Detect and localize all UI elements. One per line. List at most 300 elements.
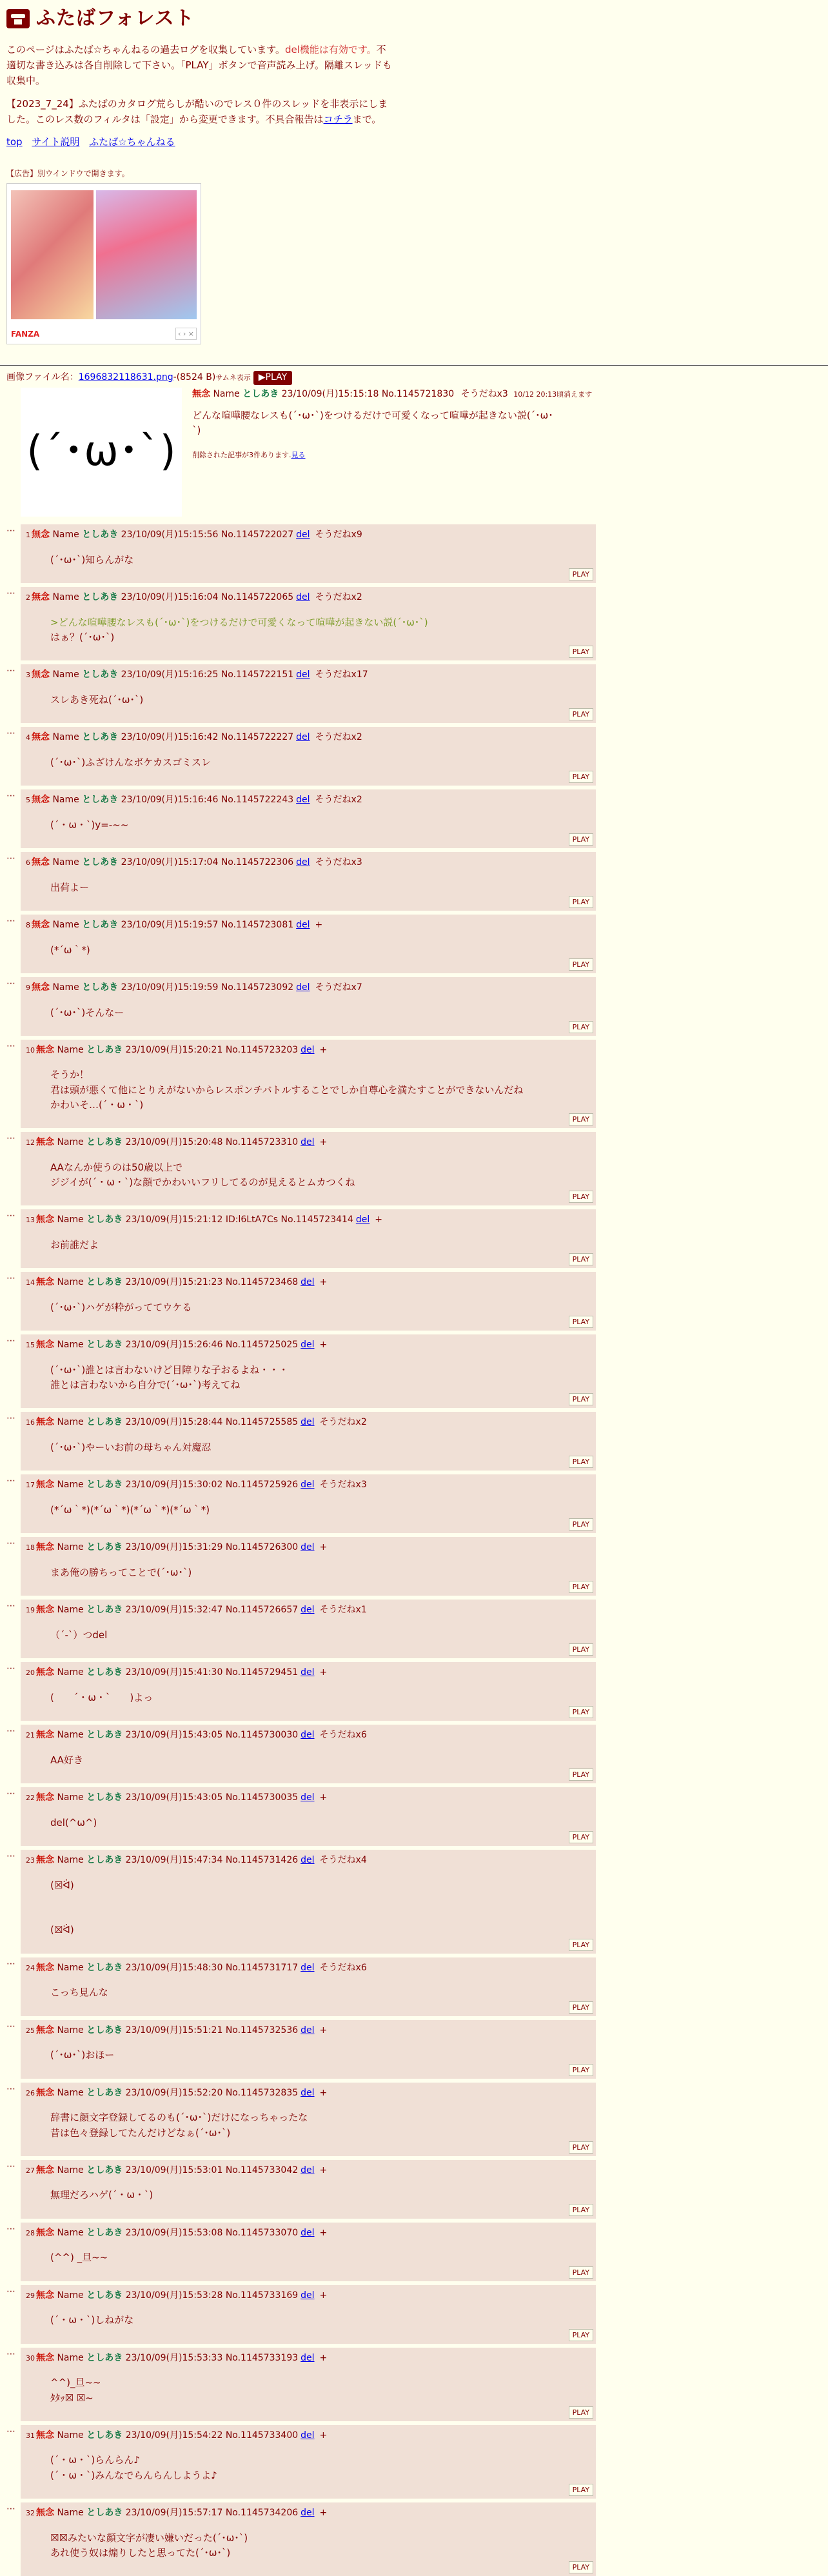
reply-name: としあき xyxy=(86,1962,123,1973)
reply-date: 23/10/09(月)15:52:20 xyxy=(125,2087,223,2098)
op-date: 23/10/09(月)15:15:18 xyxy=(281,389,379,400)
del-link[interactable]: del xyxy=(296,919,310,930)
reply-number[interactable]: No.1145725926 xyxy=(225,1480,299,1491)
reply-header xyxy=(26,1136,596,1150)
soudane-button[interactable]: そうだねx4 xyxy=(319,1855,367,1866)
reply-menu-icon[interactable]: ⋯ xyxy=(6,1336,15,1347)
reply-number[interactable]: No.1145733070 xyxy=(225,2227,299,2238)
reply-number[interactable]: No.1145722065 xyxy=(221,591,294,602)
reply-header xyxy=(26,1603,596,1618)
soudane-button[interactable]: + xyxy=(319,1792,328,1803)
soudane-button[interactable]: そうだねx3 xyxy=(315,857,362,867)
play-button[interactable]: PLAY xyxy=(569,771,593,783)
reply-subject: 無念 xyxy=(36,1214,54,1225)
reply-name-label: Name xyxy=(57,2290,84,2301)
soudane-button[interactable]: そうだねx2 xyxy=(319,1417,367,1428)
play-button[interactable]: PLAY xyxy=(569,1456,593,1468)
reply-row xyxy=(6,2348,822,2421)
reply-index: 27 xyxy=(26,2166,35,2175)
reply-number[interactable]: No.1145722243 xyxy=(221,795,294,806)
reply-box xyxy=(21,1412,596,1471)
reply-text: (*´ω｀*) xyxy=(50,944,90,956)
soudane-button[interactable]: + xyxy=(319,1044,328,1055)
play-button[interactable]: PLAY xyxy=(569,1021,593,1033)
del-link[interactable]: del xyxy=(301,1340,315,1351)
soudane-button[interactable]: そうだねx7 xyxy=(315,982,362,993)
reply-index: 8 xyxy=(26,920,30,929)
reply-number[interactable]: No.1145731426 xyxy=(225,1855,299,1866)
reply-name: としあき xyxy=(82,669,119,680)
reply-subject: 無念 xyxy=(36,1792,54,1803)
reply-subject: 無念 xyxy=(32,919,50,930)
del-link[interactable]: del xyxy=(301,2227,315,2238)
soudane-button[interactable]: + xyxy=(319,1667,328,1678)
reply-index: 22 xyxy=(26,1794,35,1803)
nav-futaba-link[interactable]: ふたば☆ちゃんねる xyxy=(89,135,175,148)
site-logo-icon[interactable] xyxy=(6,9,30,28)
reply-index: 6 xyxy=(26,858,30,867)
reply-text: ( ´・ω・` )よっ xyxy=(50,1691,153,1703)
reply-header xyxy=(26,2506,596,2521)
reply-body xyxy=(50,615,596,646)
reply-menu-icon[interactable]: ⋯ xyxy=(6,2286,15,2297)
reply-subject: 無念 xyxy=(36,1730,54,1741)
nav-top-link[interactable]: top xyxy=(6,135,23,148)
reply-box xyxy=(21,789,596,848)
reply-number[interactable]: No.1145732835 xyxy=(225,2087,299,2098)
soudane-button[interactable]: そうだねx9 xyxy=(315,530,362,540)
soudane-button[interactable]: + xyxy=(319,2352,328,2363)
reply-body xyxy=(50,1300,596,1315)
reply-subject: 無念 xyxy=(36,1480,54,1491)
reply-row xyxy=(6,2160,822,2219)
reply-body xyxy=(50,693,596,708)
reply-text: AAなんか使うのは50歳以上で ジジイが(´・ω・`)な顔でかわいいフリしてるのが見えるとムカつくね xyxy=(50,1161,355,1189)
notice-part-a: 【2023_7_24】ふたばのカタログ荒らしが酷いのでレス０件のスレッドを非表示にしました。このレス数のフィルタは「設定」から変更できます。不具合報告は xyxy=(6,97,388,125)
reply-row xyxy=(6,2083,822,2156)
reply-menu-icon[interactable]: ⋯ xyxy=(6,1851,15,1862)
reply-menu-icon[interactable]: ⋯ xyxy=(6,2503,15,2514)
play-button[interactable]: PLAY xyxy=(569,1316,593,1328)
reply-date: 23/10/09(月)15:16:25 xyxy=(121,669,219,680)
soudane-button[interactable]: + xyxy=(319,2025,328,2036)
play-button[interactable]: PLAY xyxy=(569,1253,593,1265)
reply-header xyxy=(26,1213,596,1227)
reply-subject: 無念 xyxy=(36,1542,54,1553)
play-button[interactable]: PLAY xyxy=(569,833,593,846)
soudane-button[interactable]: そうだねx2 xyxy=(315,591,362,602)
reply-date: 23/10/09(月)15:47:34 xyxy=(125,1855,223,1866)
reply-name: としあき xyxy=(82,732,119,743)
reply-number[interactable]: No.1145726657 xyxy=(225,1605,299,1616)
reply-number[interactable]: No.1145734206 xyxy=(225,2507,299,2518)
soudane-button[interactable]: そうだねx6 xyxy=(319,1730,367,1741)
reply-number[interactable]: No.1145730035 xyxy=(225,1792,299,1803)
reply-name: としあき xyxy=(86,1730,123,1741)
del-link[interactable]: del xyxy=(296,591,310,602)
reply-date: 23/10/09(月)15:28:44 xyxy=(125,1417,223,1428)
reply-menu-icon[interactable]: ⋯ xyxy=(6,1726,15,1737)
reply-header xyxy=(26,1961,596,1976)
reply-date: 23/10/09(月)15:54:22 xyxy=(125,2430,223,2441)
reply-text: (´･ω･`)やーいお前の母ちゃん対魔忍 xyxy=(50,1442,212,1454)
play-button[interactable]: PLAY xyxy=(569,2484,593,2496)
del-link[interactable]: del xyxy=(296,857,310,867)
reply-menu-icon[interactable]: ⋯ xyxy=(6,2161,15,2172)
play-button[interactable]: PLAY xyxy=(569,1831,593,1843)
reply-menu-icon[interactable]: ⋯ xyxy=(6,2426,15,2437)
reply-body xyxy=(50,943,596,958)
reply-name-label: Name xyxy=(57,1044,84,1055)
reply-number[interactable]: No.1145729451 xyxy=(225,1667,299,1678)
reply-number[interactable]: No.1145733042 xyxy=(225,2165,299,2175)
reply-date: 23/10/09(月)15:30:02 xyxy=(125,1480,223,1491)
del-link[interactable]: del xyxy=(301,2025,315,2036)
soudane-button[interactable]: + xyxy=(319,2430,328,2441)
reply-number[interactable]: No.1145733169 xyxy=(225,2290,299,2301)
reply-row xyxy=(6,2502,822,2576)
reply-text: (´･ω･`)知らんがな xyxy=(50,553,134,566)
reply-name-label: Name xyxy=(57,1277,84,1288)
reply-date: 23/10/09(月)15:16:42 xyxy=(121,732,219,743)
del-link[interactable]: del xyxy=(301,1480,315,1491)
reply-box xyxy=(21,727,596,786)
play-button[interactable]: PLAY xyxy=(569,2001,593,2014)
del-link[interactable]: del xyxy=(301,1542,315,1553)
reply-box xyxy=(21,1132,596,1205)
reply-text: 辞書に顔文字登録してるのも(´･ω･`)だけになっちゃったな 昔は色々登録してたんだけどなぁ(´･ω･`) xyxy=(50,2112,308,2139)
reply-name-label: Name xyxy=(57,1855,84,1866)
soudane-button[interactable]: そうだねx1 xyxy=(319,1605,367,1616)
reply-date: 23/10/09(月)15:51:21 xyxy=(125,2025,223,2036)
reply-date: 23/10/09(月)15:53:08 xyxy=(125,2227,223,2238)
reply-body xyxy=(50,2375,596,2406)
del-link[interactable]: del xyxy=(296,982,310,993)
reply-row xyxy=(6,727,822,786)
reply-header xyxy=(26,1854,596,1868)
reply-row xyxy=(6,1272,822,1331)
ad-banner[interactable] xyxy=(6,183,201,344)
reply-subject: 無念 xyxy=(36,1277,54,1288)
ad-controls[interactable]: ‹ › × xyxy=(175,328,197,340)
reply-header xyxy=(26,856,596,870)
reply-menu-icon[interactable]: ⋯ xyxy=(6,1663,15,1674)
intro-part-a: このページはふたば☆ちゃんねるの過去ログを収集しています。 xyxy=(6,43,285,55)
reply-text: (´･ω･`)誰とは言わないけど目障りな子おるよね・・・ 誰とは言わないから自分で(´･ω･`)考えてね xyxy=(50,1363,289,1391)
reply-number[interactable]: ID:l6LtA7Cs No.1145723414 xyxy=(225,1214,353,1225)
reply-index: 14 xyxy=(26,1278,35,1287)
reply-row xyxy=(6,2223,822,2281)
ad-image-left[interactable] xyxy=(11,190,94,319)
reply-number[interactable]: No.1145725025 xyxy=(225,1340,299,1351)
play-button[interactable]: PLAY xyxy=(569,2064,593,2076)
reply-date: 23/10/09(月)15:26:46 xyxy=(125,1340,223,1351)
del-link[interactable]: del xyxy=(301,1605,315,1616)
soudane-button[interactable]: + xyxy=(319,1277,328,1288)
soudane-button[interactable]: + xyxy=(319,2290,328,2301)
soudane-button[interactable]: + xyxy=(319,2227,328,2238)
reply-index: 15 xyxy=(26,1341,35,1350)
play-button[interactable]: PLAY xyxy=(569,2329,593,2341)
ad-brand-logo[interactable]: FANZA xyxy=(11,329,40,339)
op-subject: 無念 xyxy=(192,389,210,400)
reply-date: 23/10/09(月)15:21:23 xyxy=(125,1277,223,1288)
reply-header xyxy=(26,731,596,745)
reply-text: 出荷よー xyxy=(50,881,90,893)
reply-subject: 無念 xyxy=(32,732,50,743)
reply-menu-icon[interactable]: ⋯ xyxy=(6,2348,15,2359)
del-link[interactable]: del xyxy=(301,2290,315,2301)
reply-name-label: Name xyxy=(52,591,79,602)
del-link[interactable]: del xyxy=(301,1137,315,1148)
play-button[interactable]: PLAY xyxy=(569,1643,593,1656)
reply-box xyxy=(21,977,596,1036)
reply-menu-icon[interactable]: ⋯ xyxy=(6,588,15,599)
op-header xyxy=(192,388,592,402)
reply-menu-icon[interactable]: ⋯ xyxy=(6,2021,15,2032)
reply-menu-icon[interactable]: ⋯ xyxy=(6,853,15,864)
play-button[interactable]: PLAY xyxy=(569,1113,593,1125)
del-link[interactable]: del xyxy=(301,2165,315,2175)
reply-date: 23/10/09(月)15:19:57 xyxy=(121,919,219,930)
reply-box xyxy=(21,1957,596,2016)
op-number[interactable]: No.1145721830 xyxy=(381,389,455,400)
reply-box xyxy=(21,1334,596,1408)
reply-text: del(^ω^) xyxy=(50,1816,97,1828)
reply-number[interactable]: No.1145730030 xyxy=(225,1730,299,1741)
reply-name: としあき xyxy=(86,2430,123,2441)
site-title[interactable]: ふたばフォレスト xyxy=(36,7,195,30)
reply-body xyxy=(50,1878,596,1938)
reply-menu-icon[interactable]: ⋯ xyxy=(6,791,15,802)
play-button[interactable]: PLAY xyxy=(569,1393,593,1405)
notice-part-b: まで。 xyxy=(352,113,382,125)
del-link[interactable]: del xyxy=(301,1855,315,1866)
reply-number[interactable]: No.1145722306 xyxy=(221,857,294,867)
soudane-button[interactable]: そうだねx2 xyxy=(315,732,362,743)
reply-menu-icon[interactable]: ⋯ xyxy=(6,1788,15,1799)
reply-text: AA好き xyxy=(50,1754,83,1766)
reply-menu-icon[interactable]: ⋯ xyxy=(6,978,15,989)
reply-name-label: Name xyxy=(57,1214,84,1225)
play-button-large[interactable]: ▶PLAY xyxy=(253,371,292,385)
soudane-button[interactable]: + xyxy=(319,1542,328,1553)
reply-subject: 無念 xyxy=(36,2352,54,2363)
del-link[interactable]: del xyxy=(301,1417,315,1428)
reply-number[interactable]: No.1145723310 xyxy=(225,1137,299,1148)
reply-index: 5 xyxy=(26,796,30,805)
reply-header xyxy=(26,1666,596,1680)
play-button[interactable]: PLAY xyxy=(569,1706,593,1718)
reply-menu-icon[interactable]: ⋯ xyxy=(6,1133,15,1144)
reply-number[interactable]: No.1145722027 xyxy=(221,530,294,540)
reply-row xyxy=(6,587,822,660)
show-deleted-link[interactable]: 見る xyxy=(291,451,306,460)
reply-menu-icon[interactable]: ⋯ xyxy=(6,1958,15,1969)
reply-name: としあき xyxy=(86,2352,123,2363)
soudane-button[interactable]: そうだねx6 xyxy=(319,1962,367,1973)
soudane-button[interactable]: + xyxy=(319,2087,328,2098)
reply-menu-icon[interactable]: ⋯ xyxy=(6,1538,15,1549)
reply-index: 2 xyxy=(26,593,30,602)
soudane-button[interactable]: + xyxy=(315,919,323,930)
play-button[interactable]: PLAY xyxy=(569,2266,593,2279)
reply-header xyxy=(26,528,596,542)
del-link[interactable]: del xyxy=(301,1667,315,1678)
reply-date: 23/10/09(月)15:15:56 xyxy=(121,530,219,540)
soudane-button[interactable]: + xyxy=(319,1137,328,1148)
play-button[interactable]: PLAY xyxy=(569,1191,593,1203)
reply-body xyxy=(50,1565,596,1580)
reply-index: 23 xyxy=(26,1856,35,1865)
op-soudane[interactable]: そうだねx3 xyxy=(460,389,508,400)
reply-subject: 無念 xyxy=(36,2227,54,2238)
reply-text: はぁ？(´･ω･`) xyxy=(50,631,115,643)
reply-header xyxy=(26,981,596,995)
reply-body xyxy=(50,755,596,770)
play-button[interactable]: PLAY xyxy=(569,2561,593,2573)
reply-number[interactable]: No.1145722227 xyxy=(221,732,294,743)
soudane-button[interactable]: + xyxy=(319,2165,328,2175)
reply-subject: 無念 xyxy=(36,1137,54,1148)
reply-row xyxy=(6,1662,822,1721)
reply-menu-icon[interactable]: ⋯ xyxy=(6,1601,15,1612)
reply-date: 23/10/09(月)15:57:17 xyxy=(125,2507,223,2518)
reply-number[interactable]: No.1145732536 xyxy=(225,2025,299,2036)
soudane-button[interactable]: + xyxy=(375,1214,382,1225)
reply-header xyxy=(26,2164,596,2178)
ad-image-right[interactable] xyxy=(96,190,197,319)
reply-index: 3 xyxy=(26,671,30,680)
reply-menu-icon[interactable]: ⋯ xyxy=(6,1273,15,1284)
del-link[interactable]: del xyxy=(301,2352,315,2363)
reply-name-label: Name xyxy=(57,2087,84,2098)
reply-menu-icon[interactable]: ⋯ xyxy=(6,1476,15,1487)
reply-number[interactable]: No.1145723092 xyxy=(221,982,294,993)
play-button[interactable]: PLAY xyxy=(569,958,593,971)
reply-menu-icon[interactable]: ⋯ xyxy=(6,728,15,739)
reply-number[interactable]: No.1145723468 xyxy=(225,1277,299,1288)
play-button[interactable]: PLAY xyxy=(569,568,593,580)
reply-name-label: Name xyxy=(52,919,79,930)
reply-name-label: Name xyxy=(52,669,79,680)
reply-name: としあき xyxy=(86,2507,123,2518)
play-button[interactable]: PLAY xyxy=(569,2406,593,2419)
del-link[interactable]: del xyxy=(355,1214,370,1225)
reply-header xyxy=(26,2289,596,2303)
file-name-link[interactable]: 1696832118631.png xyxy=(78,372,173,383)
soudane-button[interactable]: そうだねx3 xyxy=(319,1480,367,1491)
del-link[interactable]: del xyxy=(301,1277,315,1288)
reply-box xyxy=(21,2160,596,2219)
reply-body xyxy=(50,2453,596,2483)
reply-text: まあ俺の勝ちってことで(´･ω･`) xyxy=(50,1567,192,1579)
reply-row xyxy=(6,977,822,1036)
del-link[interactable]: del xyxy=(296,530,310,540)
reply-name: としあき xyxy=(86,2290,123,2301)
del-link[interactable]: del xyxy=(301,1730,315,1741)
reply-name-label: Name xyxy=(52,530,79,540)
reply-text: (´･ω･`)ハゲが粋がっててウケる xyxy=(50,1302,192,1314)
reply-number[interactable]: No.1145733193 xyxy=(225,2352,299,2363)
op-post xyxy=(6,388,822,517)
del-link[interactable]: del xyxy=(301,2430,315,2441)
op-thumbnail[interactable]: (´･ω･`) xyxy=(21,388,182,517)
reply-row xyxy=(6,789,822,848)
play-button[interactable]: PLAY xyxy=(569,646,593,658)
reply-subject: 無念 xyxy=(36,2290,54,2301)
reply-number[interactable]: No.1145723203 xyxy=(225,1044,299,1055)
del-link[interactable]: del xyxy=(301,1962,315,1973)
reply-box xyxy=(21,2425,596,2499)
reply-menu-icon[interactable]: ⋯ xyxy=(6,1040,15,1051)
play-button[interactable]: PLAY xyxy=(569,1518,593,1531)
del-link[interactable]: del xyxy=(301,2087,315,2098)
play-button[interactable]: PLAY xyxy=(569,708,593,720)
report-link[interactable]: コチラ xyxy=(323,113,353,125)
reply-name: としあき xyxy=(86,1277,123,1288)
reply-name-label: Name xyxy=(57,1962,84,1973)
reply-menu-icon[interactable]: ⋯ xyxy=(6,915,15,926)
play-button[interactable]: PLAY xyxy=(569,1581,593,1593)
play-button[interactable]: PLAY xyxy=(569,1939,593,1951)
reply-date: 23/10/09(月)15:19:59 xyxy=(121,982,219,993)
del-link[interactable]: del xyxy=(296,669,310,680)
del-link[interactable]: del xyxy=(301,1792,315,1803)
reply-subject: 無念 xyxy=(36,2430,54,2441)
reply-number[interactable]: No.1145733400 xyxy=(225,2430,299,2441)
del-link[interactable]: del xyxy=(296,732,310,743)
reply-box xyxy=(21,1040,596,1128)
soudane-button[interactable]: そうだねx17 xyxy=(315,669,368,680)
reply-text: こっち見んな xyxy=(50,1986,108,1999)
reply-date: 23/10/09(月)15:16:46 xyxy=(121,795,219,806)
soudane-button[interactable]: + xyxy=(319,2507,328,2518)
reply-number[interactable]: No.1145722151 xyxy=(221,669,294,680)
reply-menu-icon[interactable]: ⋯ xyxy=(6,526,15,537)
play-button[interactable]: PLAY xyxy=(569,896,593,908)
play-button[interactable]: PLAY xyxy=(569,1769,593,1781)
play-button[interactable]: PLAY xyxy=(569,2141,593,2154)
del-link[interactable]: del xyxy=(296,795,310,806)
nav-about-link[interactable]: サイト説明 xyxy=(32,135,80,148)
reply-menu-icon[interactable]: ⋯ xyxy=(6,666,15,677)
op-name: としあき xyxy=(242,389,279,400)
del-link[interactable]: del xyxy=(301,1044,315,1055)
del-link[interactable]: del xyxy=(301,2507,315,2518)
soudane-button[interactable]: そうだねx2 xyxy=(315,795,362,806)
reply-number[interactable]: No.1145726300 xyxy=(225,1542,299,1553)
reply-name-label: Name xyxy=(52,857,79,867)
reply-menu-icon[interactable]: ⋯ xyxy=(6,2223,15,2234)
reply-name: としあき xyxy=(86,1340,123,1351)
reply-name-label: Name xyxy=(57,1480,84,1491)
reply-subject: 無念 xyxy=(32,530,50,540)
reply-menu-icon[interactable]: ⋯ xyxy=(6,2083,15,2094)
reply-name-label: Name xyxy=(57,1792,84,1803)
reply-box xyxy=(21,2285,596,2344)
reply-number[interactable]: No.1145731717 xyxy=(225,1962,299,1973)
reply-index: 17 xyxy=(26,1481,35,1490)
reply-number[interactable]: No.1145723081 xyxy=(221,919,294,930)
reply-name: としあき xyxy=(86,1417,123,1428)
play-button[interactable]: PLAY xyxy=(569,2204,593,2216)
reply-menu-icon[interactable]: ⋯ xyxy=(6,1211,15,1222)
reply-date: 23/10/09(月)15:31:29 xyxy=(125,1542,223,1553)
reply-menu-icon[interactable]: ⋯ xyxy=(6,1413,15,1424)
soudane-button[interactable]: + xyxy=(319,1340,328,1351)
reply-number[interactable]: No.1145725585 xyxy=(225,1417,299,1428)
